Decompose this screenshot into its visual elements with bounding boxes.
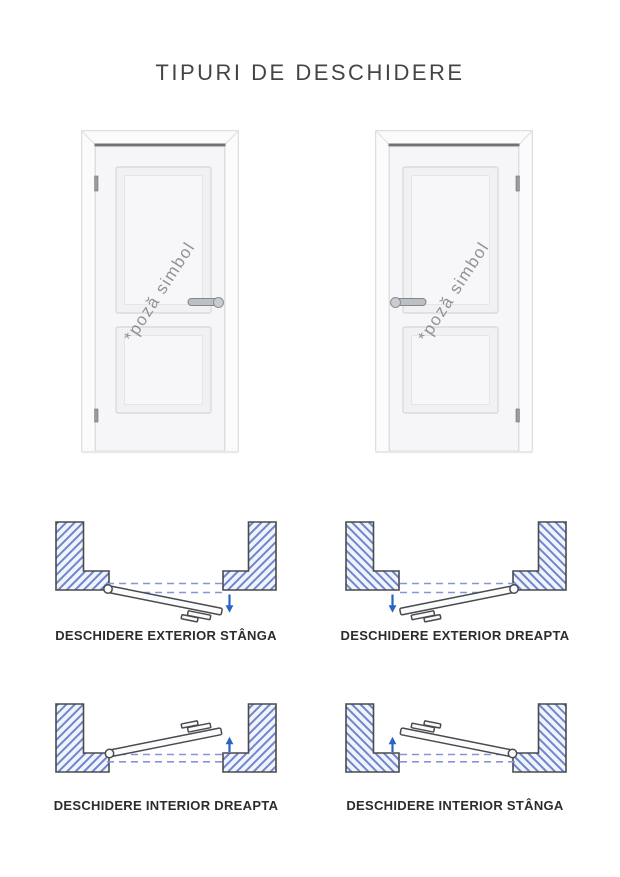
caption-interior-dreapta: DESCHIDERE INTERIOR DREAPTA (53, 798, 279, 813)
diagram-interior-stanga (345, 703, 567, 775)
door-graphic-mirrored (376, 131, 533, 454)
caption-interior-stanga: DESCHIDERE INTERIOR STÂNGA (346, 798, 564, 813)
caption-exterior-stanga: DESCHIDERE EXTERIOR STÂNGA (55, 628, 277, 643)
door-photo-right-hinged (375, 130, 533, 454)
watermark-text: *poză simbol (120, 238, 199, 346)
exterior-left-plan (56, 522, 276, 626)
caption-exterior-dreapta: DESCHIDERE EXTERIOR DREAPTA (340, 628, 570, 643)
diagram-exterior-stanga (55, 521, 277, 627)
watermark-text: *poză simbol (414, 238, 493, 346)
door-graphic (82, 131, 239, 454)
door-photo-left-hinged (81, 130, 239, 454)
diagram-interior-dreapta (55, 703, 277, 775)
diagram-exterior-dreapta (345, 521, 567, 627)
interior-right-plan (56, 704, 276, 772)
interior-left-plan (346, 704, 566, 772)
exterior-right-plan (346, 522, 566, 626)
page-title: TIPURI DE DESCHIDERE (155, 60, 465, 85)
